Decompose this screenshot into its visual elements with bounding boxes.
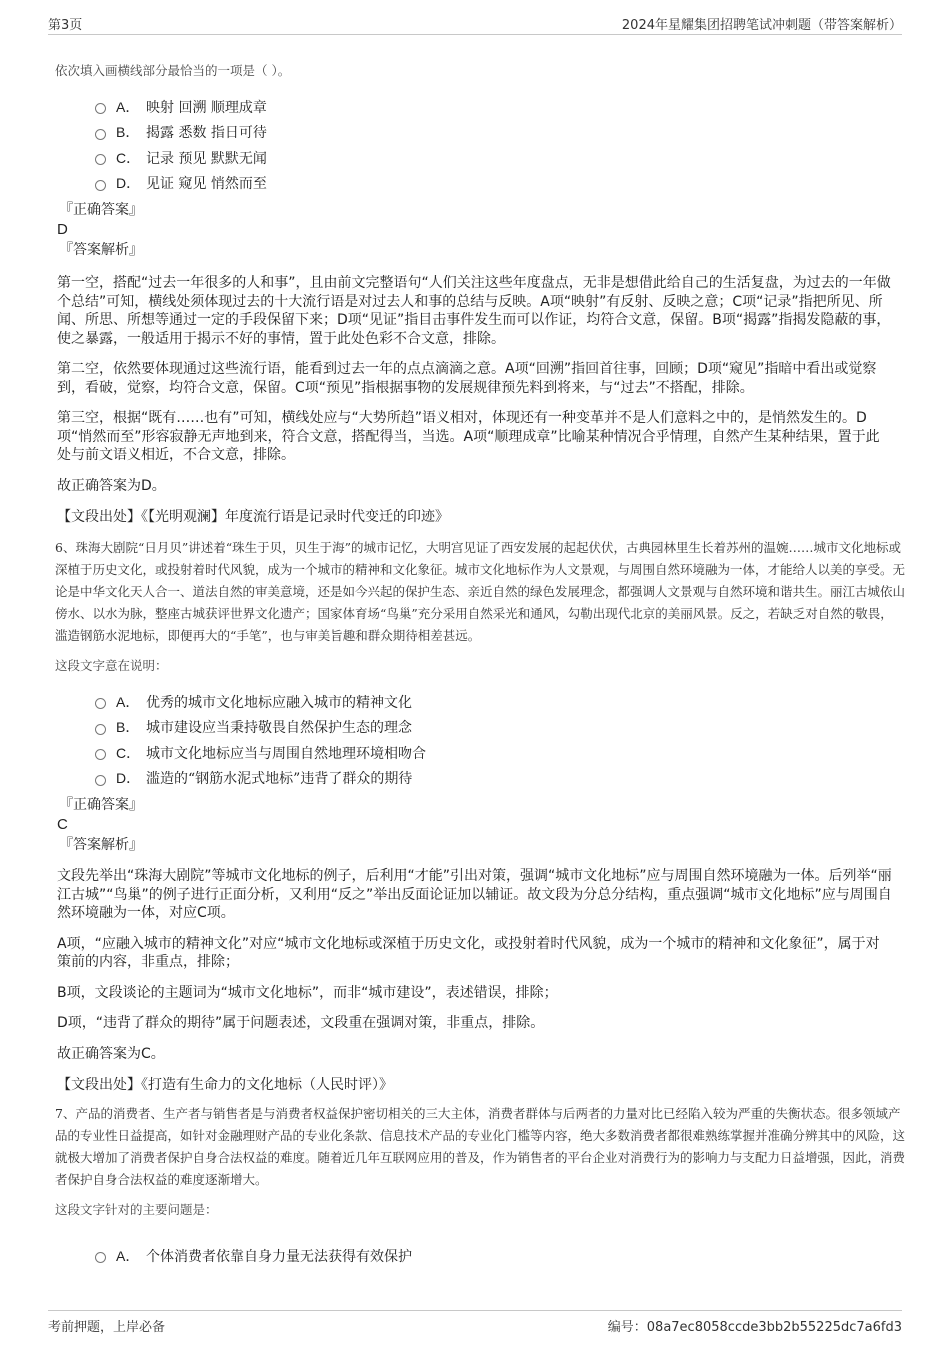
option-a[interactable]: A． 映射 回溯 顺理成章 bbox=[95, 94, 905, 120]
source-citation: 【文段出处】《打造有生命力的文化地标（人民时评）》 bbox=[57, 1077, 393, 1093]
correct-answer: C bbox=[57, 816, 68, 833]
option-d[interactable]: D． 见证 窥见 悄然而至 bbox=[95, 171, 905, 197]
question-6-options bbox=[55, 689, 905, 791]
analysis-paragraph: 第二空，依然要体现通过这些流行语，能看到过去一年的点点滴滴之意。A项“回溯”指回首往事，回顾；D项“窥见”指暗中看出或觉察到，看破，觉察，均符合文意，保留。C项“预见”指根据事物的发展规律预先料到将来，与“过去”不搭配，排除。 bbox=[57, 361, 877, 396]
radio-button-icon[interactable] bbox=[95, 698, 106, 709]
correct-answer: D bbox=[57, 221, 68, 238]
option-a[interactable]: A． 优秀的城市文化地标应融入城市的精神文化 bbox=[95, 689, 905, 715]
correct-answer-label: 『正确答案』 bbox=[59, 202, 143, 218]
analysis-label: 『答案解析』 bbox=[59, 242, 143, 258]
document-title: 2024年星耀集团招聘笔试冲刺题（带答案解析） bbox=[621, 18, 902, 33]
question-6-prompt: 这段文字意在说明： bbox=[55, 658, 168, 673]
question-7-prompt: 这段文字针对的主要问题是： bbox=[55, 1202, 218, 1217]
option-a[interactable]: A． 个体消费者依靠自身力量无法获得有效保护 bbox=[95, 1243, 905, 1269]
source-citation: 【文段出处】《【光明观澜】年度流行语是记录时代变迁的印迹》 bbox=[57, 509, 449, 525]
question-5-options bbox=[55, 94, 905, 196]
final-answer: 故正确答案为D。 bbox=[57, 477, 166, 494]
document-code: 编号：08a7ec8058ccde3bb2b55225dc7a6fd3 bbox=[607, 1320, 902, 1335]
analysis-paragraph: D项，“违背了群众的期待”属于问题表述，文段重在强调对策，非重点，排除。 bbox=[57, 1015, 545, 1031]
option-c[interactable]: C． 城市文化地标应当与周围自然地理环境相吻合 bbox=[95, 740, 905, 766]
question-7-options bbox=[55, 1243, 905, 1269]
footer-slogan: 考前押题，上岸必备 bbox=[48, 1320, 166, 1335]
option-c[interactable]: C． 记录 预见 默默无闻 bbox=[95, 145, 905, 171]
option-d[interactable]: D． 滥造的“钢筋水泥式地标”违背了群众的期待 bbox=[95, 766, 905, 792]
page-header bbox=[48, 12, 902, 35]
question-5-prompt: 依次填入画横线部分最恰当的一项是（ ）。 bbox=[55, 63, 291, 78]
radio-button-icon[interactable] bbox=[95, 129, 106, 140]
radio-button-icon[interactable] bbox=[95, 1252, 106, 1263]
analysis-paragraph: 第一空，搭配“过去一年很多的人和事”，且由前文完整语句“人们关注这些年度盘点，无非是想借此给自己的生活复盘，为过去的一年做个总结”可知，横线处须体现过去的十大流行语是对过去人和事的总结与反映。A项“映射”有反射、反映之意；C项“记录”指把所见、所闻、所思、所想等通过一定的手段保留下来；D项“见证”指目击事件发生而可以作证，均符合文意，保留。B项“揭露”指揭发隐蔽的事，使之暴露，一般适用于揭示不好的事情，置于此处色彩不合文意，排除。 bbox=[57, 275, 891, 347]
radio-button-icon[interactable] bbox=[95, 154, 106, 165]
analysis-paragraph: B项，文段谈论的主题词为“城市文化地标”，而非“城市建设”，表述错误，排除； bbox=[57, 984, 558, 1001]
final-answer: 故正确答案为C。 bbox=[57, 1045, 165, 1062]
page-content bbox=[55, 60, 905, 1269]
radio-button-icon[interactable] bbox=[95, 180, 106, 191]
page-footer bbox=[48, 1310, 902, 1335]
option-b[interactable]: B． 揭露 悉数 指日可待 bbox=[95, 120, 905, 146]
radio-button-icon[interactable] bbox=[95, 103, 106, 114]
option-b[interactable]: B． 城市建设应当秉持敬畏自然保护生态的理念 bbox=[95, 715, 905, 741]
analysis-label: 『答案解析』 bbox=[59, 837, 143, 853]
radio-button-icon[interactable] bbox=[95, 724, 106, 735]
correct-answer-label: 『正确答案』 bbox=[59, 797, 143, 813]
analysis-paragraph: 第三空，根据“既有……也有”可知，横线处应与“大势所趋”语义相对，体现还有一种变革并不是人们意料之中的，是悄然发生的。D项“悄然而至”形容寂静无声地到来，符合文意，搭配得当，当选。A项“顺理成章”比喻某种情况合乎情理，自然产生某种结果，置于此处与前文语义相近，不合文意，排除。 bbox=[57, 410, 880, 463]
radio-button-icon[interactable] bbox=[95, 749, 106, 760]
analysis-paragraph: A项，“应融入城市的精神文化”对应“城市文化地标或深植于历史文化，或投射着时代风貌，成为一个城市的精神和文化象征”，属于对策前的内容，非重点，排除； bbox=[57, 935, 880, 970]
question-7-text: 7、产品的消费者、生产者与销售者是与消费者权益保护密切相关的三大主体，消费者群体与后两者的力量对比已经陷入较为严重的失衡状态。很多领域产品的专业性日益提高，如针对金融理财产品的专业化条款、信息技术产品的专业化门槛等内容，绝大多数消费者都很难熟练掌握并准确分辨其中的风险，这就极大增加了消费者保护自身合法权益的难度。随着近几年互联网应用的普及，作为销售者的平台企业对消费行为的影响力与支配力日益增强，因此，消费者保护自身合法权益的难度逐渐增大。 bbox=[55, 1106, 906, 1187]
question-6-text: 6、珠海大剧院“日月贝”讲述着“珠生于贝，贝生于海”的城市记忆，大明宫见证了西安发展的起起伏伏，古典园林里生长着苏州的温婉……城市文化地标或深植于历史文化，或投射着时代风貌，成为一个城市的精神和文化象征。城市文化地标作为人文景观，与周围自然环境融为一体，才能给人以美的享受。无论是中华文化天人合一、道法自然的审美意境，还是如今兴起的保护生态、亲近自然的绿色发展理念，都强调人文景观与自然环境和谐共生。丽江古城依山傍水、以水为脉，整座古城获评世界文化遗产；国家体育场“鸟巢”充分采用自然采光和通风，勾勒出现代北京的美丽风景。反之，若缺乏对自然的敬畏，滥造钢筋水泥地标，即便再大的“手笔”，也与审美旨趣和群众期待相差甚远。 bbox=[55, 540, 906, 643]
radio-button-icon[interactable] bbox=[95, 775, 106, 786]
analysis-paragraph: 文段先举出“珠海大剧院”等城市文化地标的例子，后利用“才能”引出对策，强调“城市文化地标”应与周围自然环境融为一体。后列举“丽江古城”“鸟巢”的例子进行正面分析，又利用“反之”举出反面论证加以辅证。故文段为分总分结构，重点强调“城市文化地标”应与周围自然环境融为一体，对应C项。 bbox=[57, 868, 892, 921]
page-number: 第3页 bbox=[48, 18, 83, 33]
